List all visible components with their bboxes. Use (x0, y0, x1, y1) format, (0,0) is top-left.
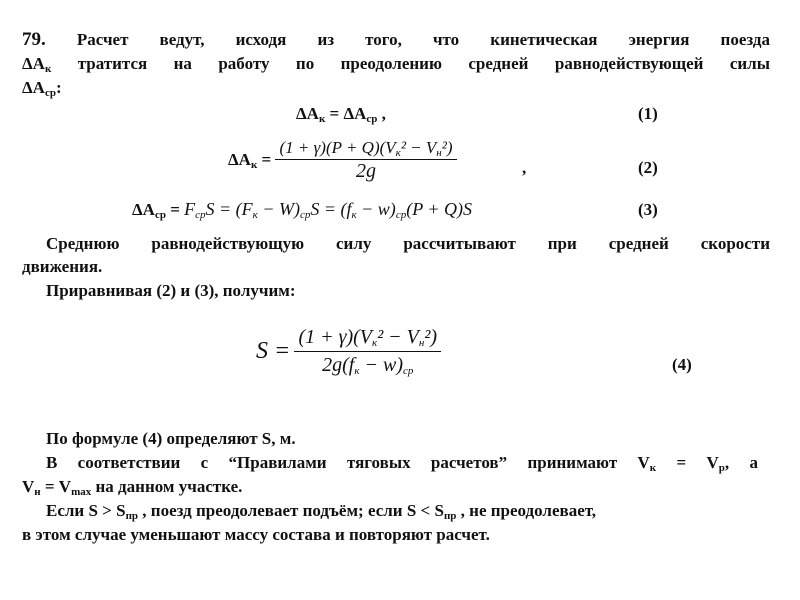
subscript: к (44, 63, 52, 75)
delta-a-symbol: ΔA (22, 78, 45, 97)
equation-3-label: (3) (638, 200, 658, 219)
intro-text-1: Расчет ведут, исходя из того, что кинетическая энергия поезда (76, 30, 770, 49)
equation-4-fraction (294, 326, 441, 377)
equation-4-numerator: $(1 + \gamma)(V_к^2 - V_н^2)$ (294, 326, 441, 352)
para4-line-2: В соответствии с “Правилами тяговых расчетов” принимают $V_к = V_р$, а (46, 453, 759, 474)
intro-line-3 (22, 77, 62, 104)
delta-a-symbol: ΔA (22, 54, 45, 73)
subscript: ср (44, 87, 56, 99)
equation-2: $\Delta A_к$ = $\frac{(1 + \gamma)(P + Q)(V_к^2 - V_н^2)}{2g}$ (228, 138, 457, 183)
para3-line: Приравнивая (2) и (3), получим: (46, 281, 296, 300)
para4-line-3: $V_н = V_{max}$ на данном участке. (22, 477, 243, 498)
para2-line-1: Среднюю равнодействующую силу рассчитывают при средней скорости (46, 234, 770, 253)
equation-1: $\Delta A_к = \Delta A_{ср}$ , (296, 104, 386, 125)
equation-3-rhs: $F_{ср}S = (F_к - W)_{ср}S = (f_к - w)_{ср}(P + Q)S$ (184, 199, 473, 221)
equation-3: $\Delta A_{ср} = F_{ср}S = (F_к - W)_{ср}S = (f_к - w)_{ср}(P + Q)S$ (132, 199, 473, 221)
intro-line-2 (22, 53, 770, 80)
problem-number: 79. (22, 29, 46, 50)
equation-4-label: (4) (672, 355, 692, 374)
equation-2-comma: , (522, 158, 527, 177)
para2-line-2: движения. (22, 257, 103, 276)
intro-text-2: тратится на работу по преодолению средней равнодействующей силы (77, 54, 770, 73)
equation-2-label: (2) (638, 158, 658, 177)
equation-4: S = $\frac{(1 + \gamma)(V_к^2 - V_н^2)}{2g(f_к - w)_{ср}}$ (256, 326, 441, 377)
equation-2-denominator: 2g (355, 160, 376, 182)
para4-line-1: По формуле (4) определяют S, м. (46, 429, 296, 448)
para4-line-5: в этом случае уменьшают массу состава и повторяют расчет. (22, 525, 490, 544)
para4-line-4: Если $S > S_{пр}$ , поезд преодолевает подъём; если $S < S_{пр}$ , не преодолевает, (46, 501, 597, 522)
equation-1-label: (1) (638, 104, 658, 123)
colon: : (55, 78, 62, 97)
intro-line-1 (22, 29, 770, 51)
equation-2-numerator: $(1 + \gamma)(P + Q)(V_к^2 - V_н^2)$ (275, 138, 456, 160)
equation-4-denominator: $2g(f_к - w)_{ср}$ (322, 354, 414, 377)
equation-2-fraction (275, 138, 456, 183)
